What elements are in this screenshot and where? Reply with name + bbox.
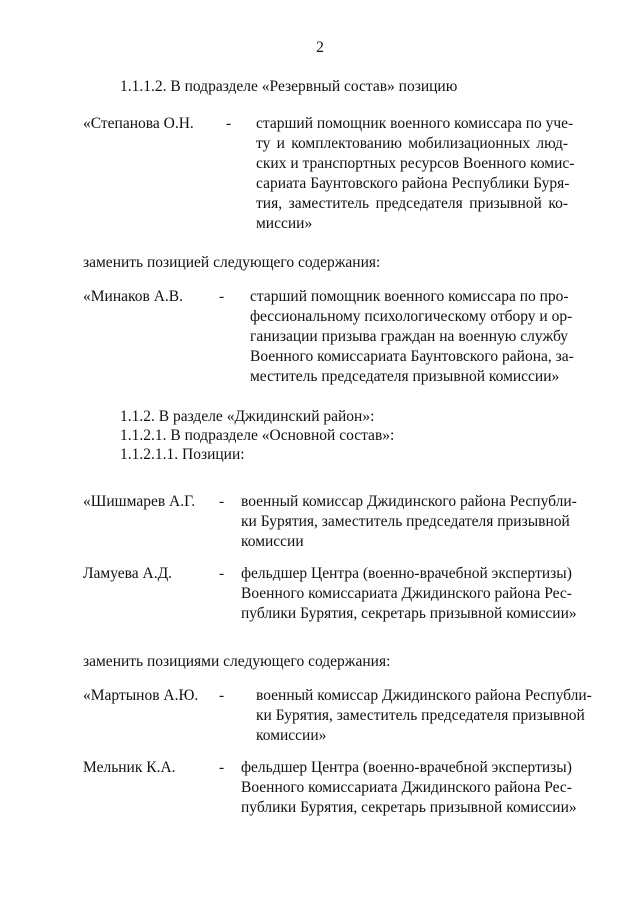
page-number: 2 [316, 39, 324, 56]
subsection-heading-main: 1.1.2.1. В подразделе «Основной состав»: [120, 427, 395, 444]
description-line: сариата Баунтовского района Республики Буря- [256, 175, 570, 192]
description-line: публики Бурятия, секретарь призывной комиссии» [241, 799, 577, 816]
description-line: фельдшер Центра (военно-врачебной экспертизы) [241, 759, 572, 776]
description-line: старший помощник военного комиссара по про- [250, 288, 569, 305]
description-line: ки Бурятия, заместитель председателя призывной [256, 707, 585, 724]
dash-separator: - [219, 288, 225, 305]
description-line: комиссии [241, 533, 304, 550]
description-line: публики Бурятия, секретарь призывной комиссии» [241, 605, 577, 622]
person-name: «Степанова О.Н. [83, 115, 194, 132]
person-name: «Минаков А.В. [83, 288, 183, 305]
description-line: фессиональному психологическому отбору и ор- [250, 308, 573, 325]
description-line: военный комиссар Джидинского района Республи- [241, 493, 577, 510]
description-line: старший помощник военного комиссара по уче- [256, 115, 574, 132]
position-description [241, 492, 577, 552]
dash-separator: - [219, 687, 225, 704]
description-line: Военного комиссариата Джидинского района Рес- [241, 585, 572, 602]
description-line: ту и комплектованию мобилизационных люд- [256, 135, 568, 152]
position-description [241, 564, 577, 624]
description-line: военный комиссар Джидинского района Республи- [256, 687, 592, 704]
person-name: «Шишмарев А.Г. [83, 493, 196, 510]
dash-separator: - [226, 115, 232, 132]
replace-instruction-plural: заменить позициями следующего содержания: [83, 653, 391, 670]
description-line: тия, заместитель председателя призывной ко- [256, 195, 568, 212]
position-entry [83, 114, 575, 234]
section-heading-dzhida: 1.1.2. В разделе «Джидинский район»: [120, 408, 375, 425]
dash-separator: - [219, 565, 225, 582]
description-line: меститель председателя призывной комиссии» [250, 368, 560, 385]
person-name: Мельник К.А. [83, 759, 176, 776]
position-entry [83, 287, 574, 387]
replace-instruction: заменить позицией следующего содержания: [83, 254, 381, 271]
section-heading-reserve: 1.1.1.2. В подразделе «Резервный состав» позицию [120, 78, 458, 95]
description-line: Военного комиссариата Баунтовского района, за- [250, 348, 574, 365]
position-entry [83, 492, 577, 552]
position-description [256, 686, 592, 746]
position-entry [83, 758, 577, 818]
person-name: Ламуева А.Д. [83, 565, 173, 582]
person-name: «Мартынов А.Ю. [83, 687, 199, 704]
subsection-heading-positions: 1.1.2.1.1. Позиции: [120, 446, 245, 463]
description-line: ки Бурятия, заместитель председателя призывной [241, 513, 570, 530]
position-description [250, 287, 574, 387]
description-line: ганизации призыва граждан на военную службу [250, 328, 568, 345]
description-line: Военного комиссариата Джидинского района Рес- [241, 779, 572, 796]
position-entry [83, 686, 592, 746]
position-description [241, 758, 577, 818]
dash-separator: - [219, 493, 225, 510]
description-line: миссии» [256, 215, 313, 232]
description-line: ских и транспортных ресурсов Военного комис- [256, 155, 575, 172]
description-line: комиссии» [256, 727, 327, 744]
position-entry [83, 564, 577, 624]
position-description [256, 114, 575, 234]
dash-separator: - [219, 759, 225, 776]
description-line: фельдшер Центра (военно-врачебной экспертизы) [241, 565, 572, 582]
